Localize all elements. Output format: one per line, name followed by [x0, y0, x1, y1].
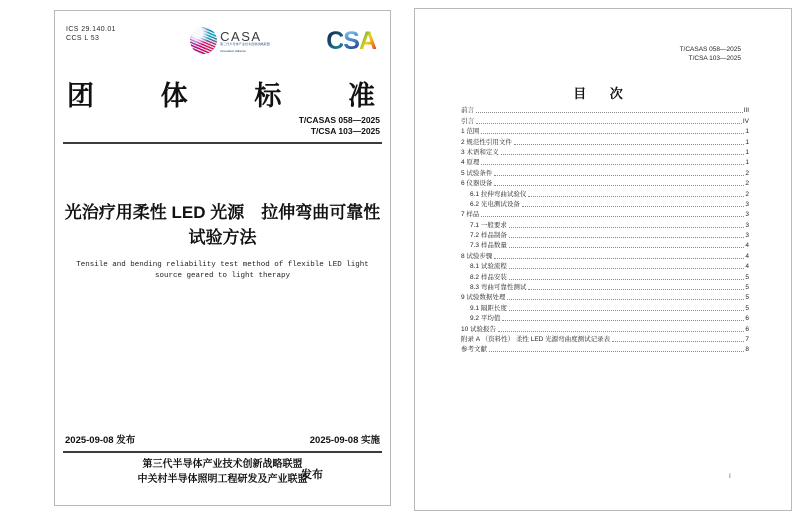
toc-entry	[461, 114, 749, 124]
document-title	[61, 200, 384, 250]
ics-code: ICS 29.140.01	[66, 26, 116, 33]
toc-dotted-leader	[476, 112, 743, 113]
toc-entry-label: 6.1 拉伸弯曲试验仪	[470, 190, 527, 198]
toc-entry	[461, 343, 749, 353]
toc-dotted-leader	[494, 258, 744, 259]
toc-dotted-leader	[481, 133, 744, 134]
casa-tagline-cn: 第三代半导体产业技术创新战略联盟	[220, 43, 271, 47]
toc-entry-page: 8	[745, 346, 749, 354]
toc-entry-label: 8.2 样品安装	[470, 273, 507, 281]
toc-dotted-leader	[502, 320, 744, 321]
cover-bottom-rule	[63, 451, 382, 453]
subtitle-line-2: source geared to light therapy	[154, 272, 291, 280]
toc-dotted-leader	[528, 289, 744, 290]
toc-dotted-leader	[498, 331, 744, 332]
toc-entry-label: 10 试验报告	[461, 325, 497, 333]
toc-header-standard-numbers	[680, 46, 741, 63]
toc-entry-page: 2	[745, 190, 749, 198]
toc-dotted-leader	[528, 196, 744, 197]
casa-sphere-icon	[190, 27, 217, 54]
toc-entry-label: 9.1 隔距长度	[470, 304, 507, 312]
page-number: I	[729, 473, 731, 480]
toc-entry-label: 9 试验数据处理	[461, 294, 506, 302]
toc-entry-page: 6	[745, 315, 749, 323]
toc-entry-page: 1	[745, 128, 749, 136]
toc-entry	[461, 322, 749, 332]
toc-entry-page: 1	[745, 148, 749, 156]
subtitle-line-1: Tensile and bending reliability test method of flexible LED light	[76, 261, 369, 269]
standard-number-csa: T/CSA 103—2025	[310, 126, 380, 136]
toc-dotted-leader	[494, 175, 744, 176]
date-row	[65, 432, 380, 446]
heading-char: 体	[160, 81, 188, 111]
logo-group	[190, 27, 376, 56]
toc-entry	[461, 135, 749, 145]
toc-dotted-leader	[481, 216, 744, 217]
standard-number-csa: T/CSA 103—2025	[688, 54, 741, 62]
toc-entry-page: 5	[745, 304, 749, 312]
toc-entry	[461, 270, 749, 280]
standard-numbers	[299, 115, 380, 137]
ccs-code: CCS L 53	[66, 35, 100, 42]
toc-entry-page: 6	[745, 325, 749, 333]
toc-entry	[461, 239, 749, 249]
toc-entry-page: 2	[745, 180, 749, 188]
casa-tagline-en: Innovation Alliance	[220, 49, 247, 53]
toc-dotted-leader	[501, 154, 744, 155]
toc-entry-label: 8 试验步骤	[461, 252, 493, 260]
heading-char: 标	[254, 81, 282, 111]
toc-dotted-leader	[476, 123, 742, 124]
toc-dotted-leader	[507, 299, 744, 300]
toc-entry-label: 8.3 弯曲可靠性测试	[470, 284, 527, 292]
toc-entry-label: 6 仪器设备	[461, 180, 493, 188]
toc-page	[414, 8, 792, 511]
toc-entry	[461, 312, 749, 322]
publisher-1: 第三代半导体产业技术创新战略联盟	[142, 459, 303, 470]
toc-entry	[461, 301, 749, 311]
toc-dotted-leader	[612, 341, 744, 342]
toc-entry	[461, 208, 749, 218]
toc-entry-page: 1	[745, 138, 749, 146]
toc-dotted-leader	[489, 351, 744, 352]
toc-dotted-leader	[522, 206, 745, 207]
toc-entry-page: 3	[745, 211, 749, 219]
toc-entry-page: 3	[745, 221, 749, 229]
heading-char: 准	[347, 81, 375, 111]
publish-label: 发布	[301, 469, 323, 481]
toc-entry	[461, 281, 749, 291]
csa-letter-a: A	[358, 27, 376, 55]
toc-list	[461, 104, 749, 353]
toc-entry-page: 4	[745, 263, 749, 271]
toc-entry	[461, 146, 749, 156]
toc-entry-page: IV	[742, 117, 749, 125]
issue-date: 2025-09-08 发布	[65, 435, 136, 446]
toc-entry-page: 3	[745, 232, 749, 240]
toc-entry-label: 7.1 一般要求	[470, 221, 507, 229]
toc-entry	[461, 291, 749, 301]
toc-entry-page: 2	[745, 169, 749, 177]
title-line-2: 试验方法	[188, 228, 257, 247]
toc-entry	[461, 177, 749, 187]
toc-entry	[461, 125, 749, 135]
toc-entry-page: III	[743, 107, 749, 115]
toc-entry-page: 3	[745, 200, 749, 208]
toc-dotted-leader	[481, 164, 744, 165]
toc-entry	[461, 104, 749, 114]
toc-entry-page: 1	[745, 159, 749, 167]
toc-entry	[461, 333, 749, 343]
publisher-block	[55, 457, 390, 487]
toc-entry	[461, 218, 749, 228]
toc-dotted-leader	[509, 310, 745, 311]
cover-page	[54, 10, 391, 506]
csa-letter-s: S	[343, 27, 359, 55]
toc-entry-page: 4	[745, 252, 749, 260]
toc-entry-label: 7.2 样品制备	[470, 232, 507, 240]
toc-dotted-leader	[514, 144, 744, 145]
toc-title: 目 次	[573, 86, 633, 101]
toc-dotted-leader	[509, 247, 745, 248]
csa-logo	[326, 29, 376, 54]
casa-logo-text: CASA	[220, 29, 262, 44]
toc-entry-label: 1 范围	[461, 128, 480, 136]
toc-entry-label: 4 原理	[461, 159, 480, 167]
toc-dotted-leader	[494, 185, 744, 186]
toc-entry	[461, 229, 749, 239]
toc-entry	[461, 156, 749, 166]
toc-entry-label: 参考文献	[461, 346, 487, 354]
toc-entry-label: 7.3 样品数量	[470, 242, 507, 250]
publisher-2: 中关村半导体照明工程研发及产业联盟	[137, 474, 308, 485]
toc-entry-label: 3 术语和定义	[461, 148, 499, 156]
cover-top-rule	[63, 142, 382, 144]
toc-entry-page: 4	[745, 242, 749, 250]
title-line-1: 光治疗用柔性 LED 光源 拉伸弯曲可靠性	[64, 203, 381, 222]
standard-type-heading	[67, 74, 375, 113]
toc-entry-page: 5	[745, 294, 749, 302]
toc-entry	[461, 187, 749, 197]
standard-number-casas: T/CASAS 058—2025	[298, 115, 380, 125]
casa-logo	[190, 27, 316, 56]
toc-entry-page: 5	[745, 273, 749, 281]
toc-dotted-leader	[509, 268, 745, 269]
toc-entry-label: 6.2 光电测试设备	[470, 200, 520, 208]
toc-dotted-leader	[509, 227, 745, 228]
csa-letter-c: C	[326, 27, 344, 55]
toc-entry-label: 5 试验条件	[461, 169, 493, 177]
document-title-english	[61, 260, 384, 282]
toc-dotted-leader	[509, 237, 745, 238]
toc-entry-label: 2 规范性引用文件	[461, 138, 512, 146]
standard-number-casas: T/CASAS 058—2025	[679, 46, 741, 53]
toc-entry-label: 9.2 平均值	[470, 315, 501, 323]
toc-entry	[461, 260, 749, 270]
toc-entry	[461, 166, 749, 176]
heading-char: 团	[67, 81, 94, 111]
toc-entry	[461, 198, 749, 208]
implementation-date: 2025-09-08 实施	[309, 435, 380, 446]
toc-entry-label: 附录 A （资料性） 柔性 LED 光源弯曲度测试记录表	[461, 335, 611, 343]
ics-classification	[66, 25, 116, 43]
toc-entry-page: 7	[745, 335, 749, 343]
toc-entry-label: 7 样品	[461, 211, 480, 219]
toc-dotted-leader	[509, 279, 745, 280]
toc-entry-label: 8.1 试验流程	[470, 263, 507, 271]
toc-entry-label: 前言	[461, 107, 474, 115]
toc-entry	[461, 249, 749, 259]
toc-entry-page: 5	[745, 284, 749, 292]
toc-entry-label: 引言	[461, 117, 474, 125]
